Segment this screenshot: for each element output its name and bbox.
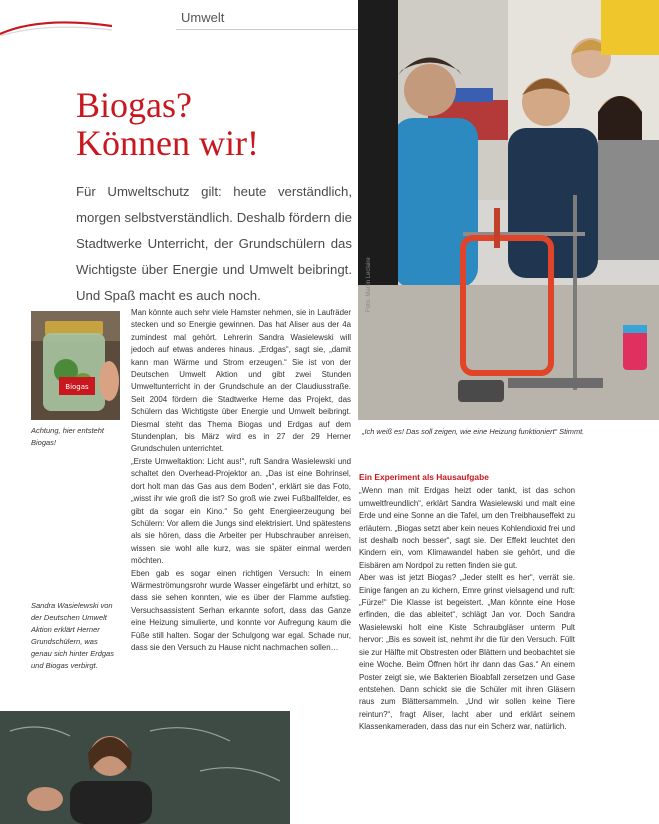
photo-biogas-jar-image — [31, 311, 120, 420]
photo-caption-teacher: Sandra Wasielewski von der Deutschen Umwelt Aktion erklärt Herner Grundschülern, was genau sich hinter Erdgas und Biogas verbirgt. — [31, 601, 114, 670]
section-label: Umwelt — [181, 10, 225, 25]
body-column-2 — [359, 465, 575, 734]
header-divider — [176, 29, 358, 30]
body-paragraph-3: Eben gab es sogar einen richtigen Versuch: In einem Wärmeströmungsrohr wurde Wasser eingefärbt und erhitzt, so dass sie sehen konnten, wie es über der Flamme aufstieg. Versuchsassistent Serhan erkannte sofort, dass das Ganze eine Heizung simulierte, und konnte vor Aufregung kaum die Füße still halten. Sogar der Schulgong war egal. Schade nur, dass sie den Versuch zu Hause nicht nachmachen sollen… — [131, 568, 351, 652]
photo-teacher-blackboard-image — [0, 711, 290, 824]
body-paragraph-1: Man könnte auch sehr viele Hamster nehmen, sie in Laufräder stecken und so Energie gewinnen. Das hat Aliser aus der 4a zumindest mal gehört. Lehrerin Sandra Wasielewski will jedoch auf etwas anderes hinaus. „Erdgas“, sagt sie, „damit kann man Wärme und Strom erzeugen.“ Sie ist von der Deutschen Umwelt Aktion und gibt zwei Stunden Umweltunterricht in der Grundschule an der Claudiusstraße. Seit 2004 fördern die Stadtwerke Herne das Projekt, das Schülern das Wichtigste über Energie und Umwelt beibringt. Diesmal steht das Thema Biogas und Erdgas auf dem Stundenplan, bis März wird es in 27 der 29 Herner Grundschulen unterrichtet. — [131, 308, 351, 454]
photo-caption-jar: Achtung, hier entsteht Biogas! — [31, 426, 104, 447]
body-paragraph-4: „Wenn man mit Erdgas heizt oder tankt, ist das schon umweltfreundlich“, erklärt Sandra Wasielewski und malt eine Erde und eine Sonne an die Tafel, um den Treibhauseffekt zu erläutern. „Biogas setzt aber kein neues Kohlendioxid frei und ist deshalb noch besser“, sagt sie. Der Effekt leuchtet den Kindern ein, vom Klimawandel haben sie gehört, und die Eisbären am Nordpol zu retten finden sie gut. — [359, 486, 575, 570]
body-paragraph-2: „Erste Umweltaktion: Licht aus!“, ruft Sandra Wasielewski und schaltet den Overhead-Projektor an. „Das ist eine Bohrinsel, dort holt man das Gas aus dem Boden“, erklärt sie das Foto, „wisst ihr wie groß die ist? So groß wie zwei Fußballfelder, es gibt da sogar ein Kino.“ So geht Energieerzeugung bei Schülern: Vor allem die Jungs sind elektrisiert. Und spätestens als sie hören, dass die Arbeiter per Hubschrauber anreisen, wissen sie wohl alle kurz, was sie später einmal werden möchten. — [131, 456, 351, 566]
headline-line-2: Können wir! — [76, 123, 259, 163]
photo-classroom-experiment — [358, 0, 659, 420]
headline-line-1: Biogas? — [76, 85, 192, 125]
photo-biogas-jar — [31, 311, 120, 420]
body-subheading: Ein Experiment als Hausaufgabe — [359, 472, 489, 482]
photo-teacher-blackboard — [0, 711, 290, 824]
photo-classroom-experiment-image — [358, 0, 659, 420]
body-paragraph-5: Aber was ist jetzt Biogas? „Jeder stellt es her“, verrät sie. Einige fangen an zu kichern, Emre grinst vielsagend und ruft: „Fürze!“ Die Klasse ist begeistert. „Man könnte eine Hose erfinden, die das ableitet“, schlägt Jan vor. Doch Sandra Wasielewski holt eine Kiste Schraubgläser unterm Pult hervor: „Bis es soweit ist, nehmt ihr die für den Versuch. Füllt sie zur Hälfte mit Obstresten oder Blättern und beobachtet sie eine Woche. Beim Öffnen hört ihr dann das Gas.“ An einem Poster zeigt sie, wie Bakterien Bioabfall zersetzen und Gase entstehen. Dann schickt sie die Schüler mit ihren Gläsern raus zum Blättersammeln. „Und wir sollen keine Tiere reintun?“, fragt Aliser, lacht aber und erklärt seinem Klassenkameraden, dass das nur ein Scherz war, natürlich. — [359, 573, 575, 732]
header-swoosh — [0, 14, 112, 36]
photo-caption-main: „Ich weiß es! Das soll zeigen, wie eine Heizung funktioniert“ Stimmt. — [362, 427, 585, 436]
photo-credit: Foto: Martin Leclaire — [366, 257, 372, 312]
lead-paragraph: Für Umweltschutz gilt: heute verständlich, morgen selbstverständlich. Deshalb fördern die Stadtwerke Unterricht, der Grundschülern das Wichtigste über Energie und Umwelt beibringt. Und Spaß macht es auch noch. — [76, 184, 352, 303]
jar-label: Biogas — [65, 383, 89, 391]
headline — [76, 86, 356, 162]
body-column-1 — [131, 307, 351, 654]
